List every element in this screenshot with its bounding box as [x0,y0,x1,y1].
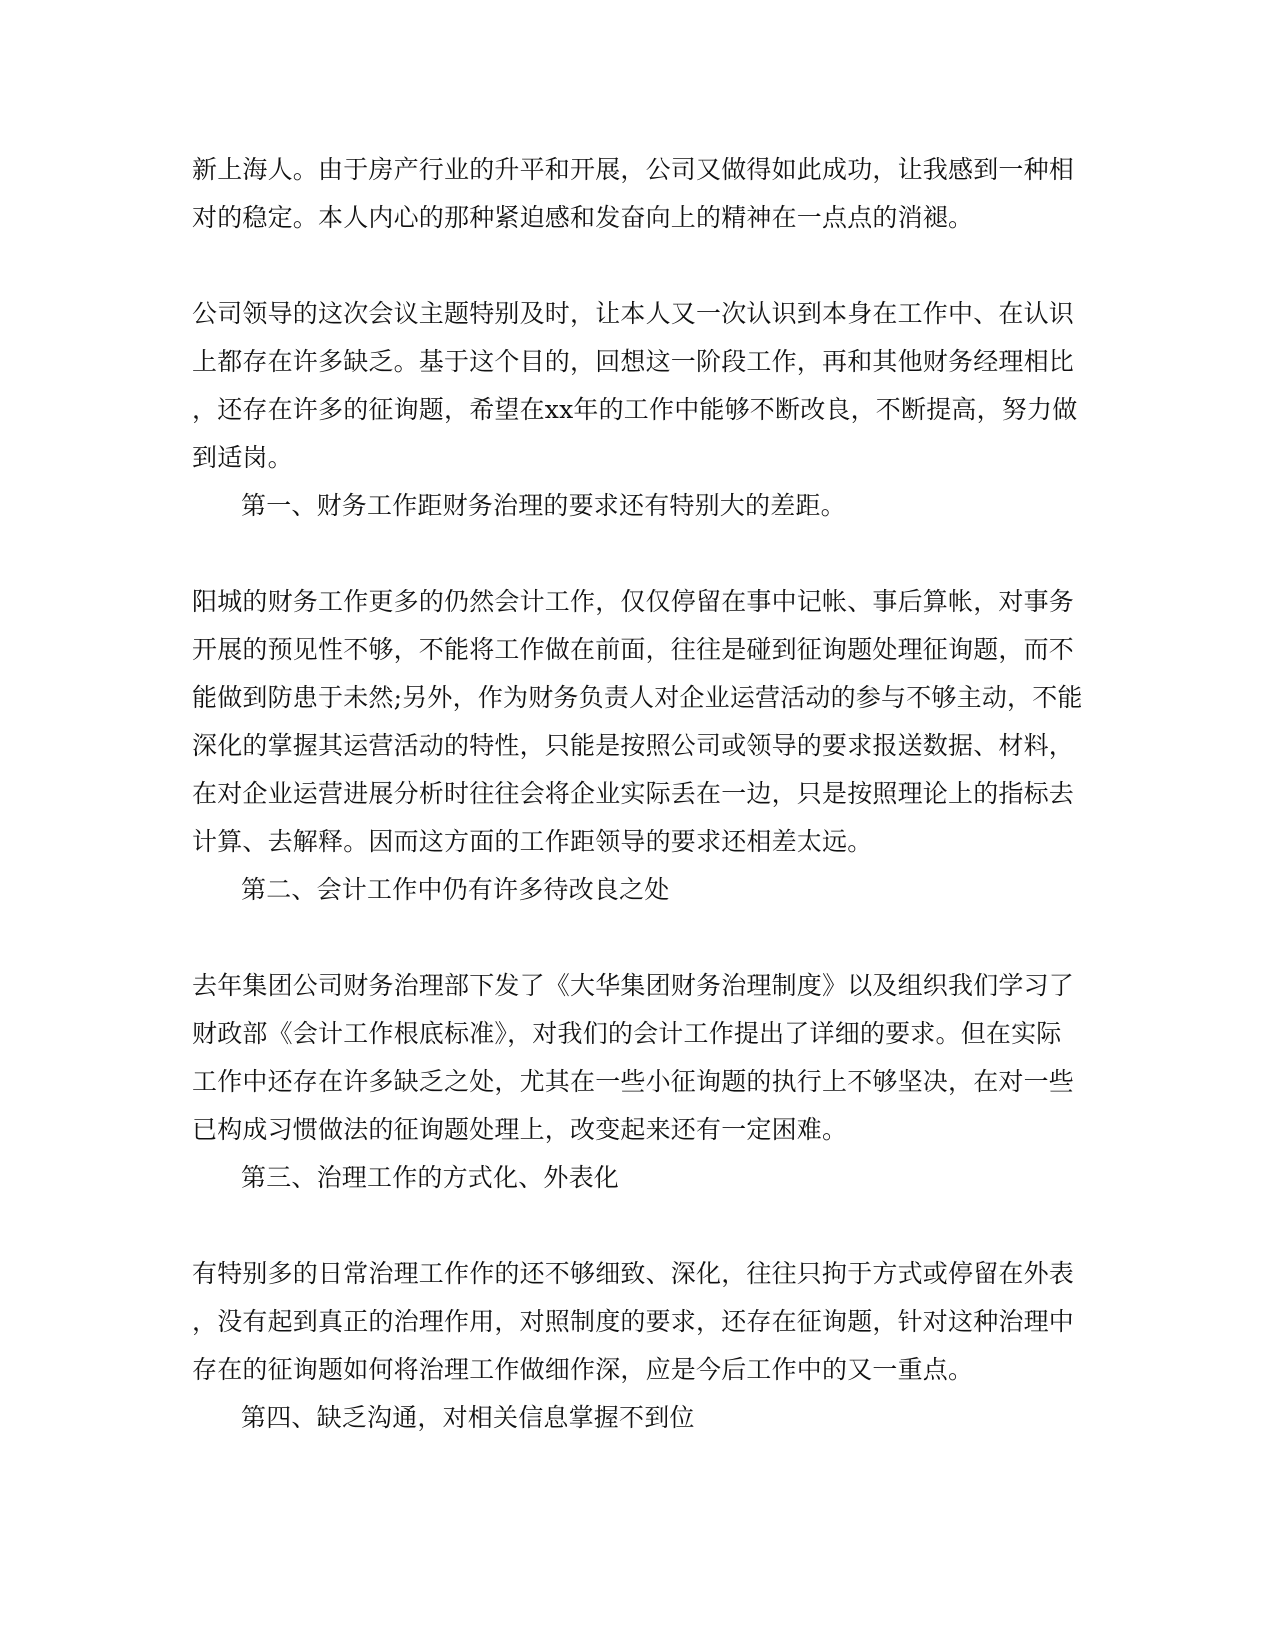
paragraph-line: 去年集团公司财务治理部下发了《大华集团财务治理制度》以及组织我们学习了 [192,971,1075,1000]
paragraph-line: 财政部《会计工作根底标准》，对我们的会计工作提出了详细的要求。但在实际 [192,1019,1062,1048]
paragraph-line: 在对企业运营进展分析时往往会将企业实际丢在一边，只是按照理论上的指标去 [192,779,1075,808]
paragraph-line: 有特别多的日常治理工作作的还不够细致、深化，往往只拘于方式或停留在外表 [192,1259,1075,1288]
paragraph-line: 对的稳定。本人内心的那种紧迫感和发奋向上的精神在一点点的消褪。 [192,203,974,232]
paragraph-line: 存在的征询题如何将治理工作做细作深，应是今后工作中的又一重点。 [192,1355,974,1384]
section-heading: 第三、治理工作的方式化、外表化 [241,1163,620,1192]
paragraph-line: 到适岗。 [192,443,293,472]
paragraph-line: 开展的预见性不够，不能将工作做在前面，往往是碰到征询题处理征询题，而不 [192,635,1075,664]
paragraph-line: 阳城的财务工作更多的仍然会计工作，仅仅停留在事中记帐、事后算帐，对事务 [192,587,1075,616]
paragraph-line: 已构成习惯做法的征询题处理上，改变起来还有一定困难。 [192,1115,848,1144]
paragraph-line: ，还存在许多的征询题，希望在xx年的工作中能够不断改良，不断提高，努力做 [192,395,1078,424]
paragraph-line: 深化的掌握其运营活动的特性，只能是按照公司或领导的要求报送数据、材料， [192,731,1075,760]
paragraph-line: 能做到防患于未然;另外，作为财务负责人对企业运营活动的参与不够主动，不能 [192,683,1083,712]
section-heading: 第四、缺乏沟通，对相关信息掌握不到位 [241,1403,695,1432]
paragraph-line: 公司领导的这次会议主题特别及时，让本人又一次认识到本身在工作中、在认识 [192,299,1075,328]
paragraph-line: 上都存在许多缺乏。基于这个目的，回想这一阶段工作，再和其他财务经理相比 [192,347,1075,376]
section-heading: 第二、会计工作中仍有许多待改良之处 [241,875,670,904]
paragraph-line: 工作中还存在许多缺乏之处，尤其在一些小征询题的执行上不够坚决，在对一些 [192,1067,1075,1096]
paragraph-line: 新上海人。由于房产行业的升平和开展，公司又做得如此成功，让我感到一种相 [192,155,1075,184]
paragraph-line: 计算、去解释。因而这方面的工作距领导的要求还相差太远。 [192,827,873,856]
section-heading: 第一、财务工作距财务治理的要求还有特别大的差距。 [241,491,846,520]
paragraph-line: ，没有起到真正的治理作用，对照制度的要求，还存在征询题，针对这种治理中 [192,1307,1075,1336]
